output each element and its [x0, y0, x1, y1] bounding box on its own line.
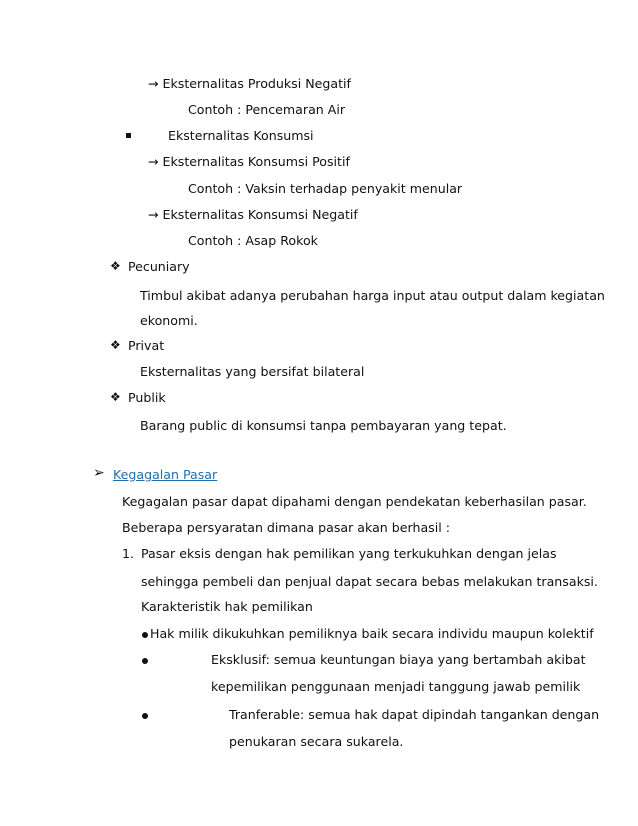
diamond-bullet-icon: ❖ [110, 259, 121, 273]
publik-description: Barang public di konsumsi tanpa pembayaran yang tepat. [140, 418, 507, 433]
heading-kegagalan-pasar[interactable]: Kegagalan Pasar [113, 467, 218, 482]
list-item-1-line-3: Karakteristik hak pemilikan [141, 599, 313, 614]
list-number-1: 1. [122, 546, 135, 561]
example-pencemaran-air: Contoh : Pencemaran Air [188, 102, 346, 117]
square-bullet-icon [126, 133, 131, 138]
example-vaksin: Contoh : Vaksin terhadap penyakit menular [188, 181, 463, 196]
tranferable-line-2: penukaran secara sukarela. [229, 734, 404, 749]
subitem-konsumsi-negatif: → Eksternalitas Konsumsi Negatif [148, 207, 358, 222]
item-eksternalitas-konsumsi: Eksternalitas Konsumsi [168, 128, 314, 143]
example-asap-rokok: Contoh : Asap Rokok [188, 233, 318, 248]
privat-description: Eksternalitas yang bersifat bilateral [140, 364, 365, 379]
list-item-1-line-2: sehingga pembeli dan penjual dapat secara bebas melakukan transaksi. [141, 574, 598, 589]
paragraph-kegagalan-1: Kegagalan pasar dapat dipahami dengan pendekatan keberhasilan pasar. [122, 494, 587, 509]
paragraph-kegagalan-2: Beberapa persyaratan dimana pasar akan berhasil : [122, 520, 450, 535]
pecuniary-description-2: ekonomi. [140, 313, 198, 328]
item-pecuniary: Pecuniary [128, 259, 190, 274]
pecuniary-description-1: Timbul akibat adanya perubahan harga input atau output dalam kegiatan [140, 288, 605, 303]
round-bullet-icon [142, 632, 148, 638]
round-bullet-icon [142, 658, 148, 664]
arrowhead-bullet-icon: ➢ [93, 465, 105, 481]
eksklusif-line-2: kepemilikan penggunaan menjadi tanggung jawab pemilik [211, 679, 581, 694]
diamond-bullet-icon: ❖ [110, 338, 121, 352]
list-item-1-line-1: Pasar eksis dengan hak pemilikan yang terkukuhkan dengan jelas [141, 546, 557, 561]
item-privat: Privat [128, 338, 165, 353]
subitem-produksi-negatif: → Eksternalitas Produksi Negatif [148, 76, 351, 91]
tranferable-line-1: Tranferable: semua hak dapat dipindah tangankan dengan [229, 707, 600, 722]
diamond-bullet-icon: ❖ [110, 390, 121, 404]
hak-milik-item: Hak milik dikukuhkan pemiliknya baik secara individu maupun kolektif [150, 626, 594, 641]
round-bullet-icon [142, 713, 148, 719]
item-publik: Publik [128, 390, 166, 405]
subitem-konsumsi-positif: → Eksternalitas Konsumsi Positif [148, 154, 350, 169]
eksklusif-line-1: Eksklusif: semua keuntungan biaya yang bertambah akibat [211, 652, 586, 667]
